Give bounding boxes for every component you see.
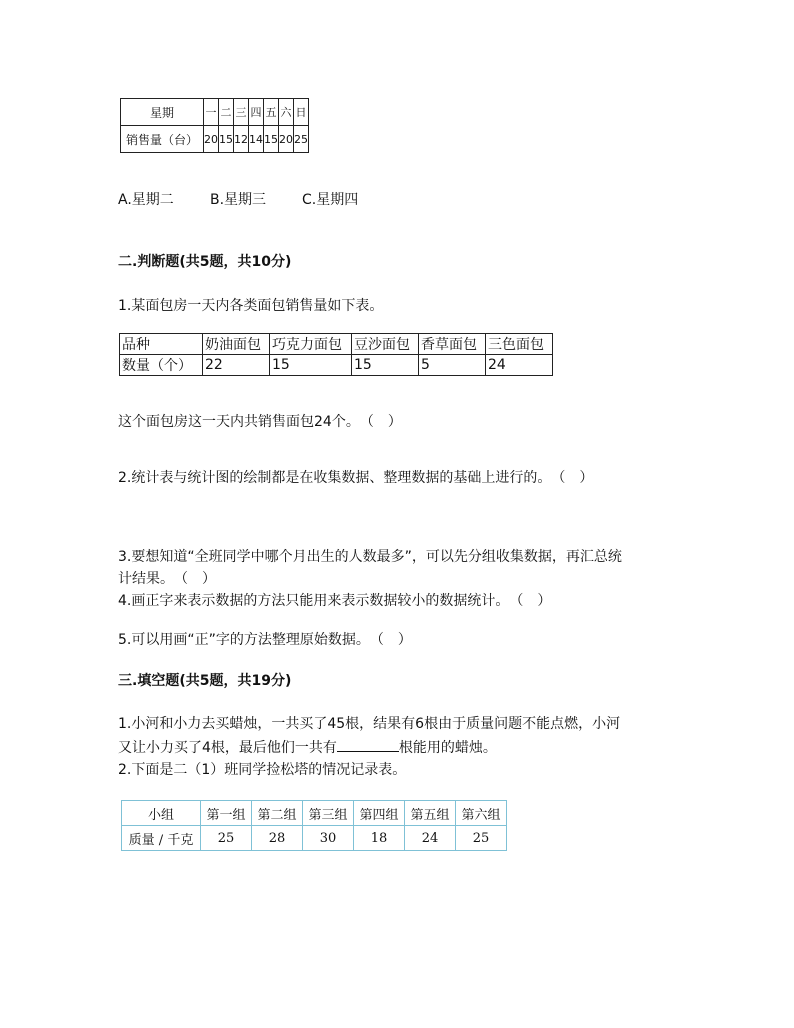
table-cell: 15 bbox=[270, 355, 352, 376]
table-header-cell: 第三组 bbox=[303, 801, 354, 826]
question-2-3-line-1: 3.要想知道“全班同学中哪个月出生的人数最多”，可以先分组收集数据，再汇总统 bbox=[118, 549, 622, 565]
table-cell: 22 bbox=[203, 355, 270, 376]
section-2-title: 二.判断题(共5题，共10分) bbox=[118, 254, 292, 270]
table-cell: 30 bbox=[303, 826, 354, 851]
table-header-cell: 第一组 bbox=[201, 801, 252, 826]
table-header-cell: 小组 bbox=[122, 801, 201, 826]
question-2-5: 5.可以用画“正”字的方法整理原始数据。 （ ） bbox=[118, 632, 412, 648]
table-header-cell: 第四组 bbox=[354, 801, 405, 826]
table-header-cell: 二 bbox=[219, 99, 234, 126]
table-cell: 20 bbox=[204, 126, 219, 153]
question-2-1: 1.某面包房一天内各类面包销售量如下表。 bbox=[118, 298, 384, 314]
table-cell: 销售量（台） bbox=[121, 126, 204, 153]
table-cell: 25 bbox=[456, 826, 507, 851]
table-header-cell: 巧克力面包 bbox=[270, 334, 352, 355]
table-cell: 数量（个） bbox=[120, 355, 203, 376]
table-header-cell: 奶油面包 bbox=[203, 334, 270, 355]
table-cell: 15 bbox=[352, 355, 419, 376]
table-header-cell: 第二组 bbox=[252, 801, 303, 826]
table-cell: 15 bbox=[219, 126, 234, 153]
table-cell: 14 bbox=[249, 126, 264, 153]
bread-sales-table bbox=[119, 333, 553, 376]
table-cell: 质量 / 千克 bbox=[122, 826, 201, 851]
pinecone-record-table bbox=[121, 800, 507, 851]
table-header-cell: 第六组 bbox=[456, 801, 507, 826]
table-header-cell: 第五组 bbox=[405, 801, 456, 826]
table-cell: 18 bbox=[354, 826, 405, 851]
table-row bbox=[121, 99, 309, 126]
table-header-cell: 品种 bbox=[120, 334, 203, 355]
table-header-cell: 一 bbox=[204, 99, 219, 126]
table-cell: 24 bbox=[405, 826, 456, 851]
question-3-1-line-2 bbox=[118, 737, 497, 758]
question-3-2: 2.下面是二（1）班同学捡松塔的情况记录表。 bbox=[118, 762, 407, 778]
table-row bbox=[120, 334, 553, 355]
table-header-cell: 豆沙面包 bbox=[352, 334, 419, 355]
question-2-3-line-2: 计结果。 （ ） bbox=[118, 571, 216, 587]
question-2-2: 2.统计表与统计图的绘制都是在收集数据、整理数据的基础上进行的。 （ ） bbox=[118, 470, 594, 486]
table-header-cell: 四 bbox=[249, 99, 264, 126]
question-3-1-text-a: 又让小力买了4根，最后他们一共有 bbox=[118, 740, 337, 756]
table-header-cell: 星期 bbox=[121, 99, 204, 126]
option-c: C.星期四 bbox=[302, 192, 359, 208]
table-cell: 5 bbox=[419, 355, 486, 376]
question-3-1-text-b: 根能用的蜡烛。 bbox=[398, 740, 497, 756]
table-header-cell: 六 bbox=[279, 99, 294, 126]
question-2-4: 4.画正字来表示数据的方法只能用来表示数据较小的数据统计。 （ ） bbox=[118, 593, 552, 609]
table-cell: 25 bbox=[201, 826, 252, 851]
table-header-cell: 香草面包 bbox=[419, 334, 486, 355]
table-row bbox=[122, 801, 507, 826]
table-cell: 15 bbox=[264, 126, 279, 153]
question-2-1-statement: 这个面包房这一天内共销售面包24个。 （ ） bbox=[118, 414, 402, 430]
table-row bbox=[121, 126, 309, 153]
table-cell: 24 bbox=[486, 355, 553, 376]
table-cell: 25 bbox=[294, 126, 309, 153]
table-cell: 28 bbox=[252, 826, 303, 851]
question-3-1-line-1: 1.小河和小力去买蜡烛，一共买了45根，结果有6根由于质量问题不能点燃，小河 bbox=[118, 716, 621, 732]
table-header-cell: 日 bbox=[294, 99, 309, 126]
table-cell: 20 bbox=[279, 126, 294, 153]
table-header-cell: 三色面包 bbox=[486, 334, 553, 355]
option-b: B.星期三 bbox=[210, 192, 267, 208]
answer-blank[interactable] bbox=[337, 737, 399, 752]
option-a: A.星期二 bbox=[118, 192, 174, 208]
table-header-cell: 五 bbox=[264, 99, 279, 126]
table-row bbox=[122, 826, 507, 851]
section-3-title: 三.填空题(共5题，共19分) bbox=[118, 673, 292, 689]
table-header-cell: 三 bbox=[234, 99, 249, 126]
table-row bbox=[120, 355, 553, 376]
table-cell: 12 bbox=[234, 126, 249, 153]
weekday-sales-table bbox=[120, 98, 309, 153]
